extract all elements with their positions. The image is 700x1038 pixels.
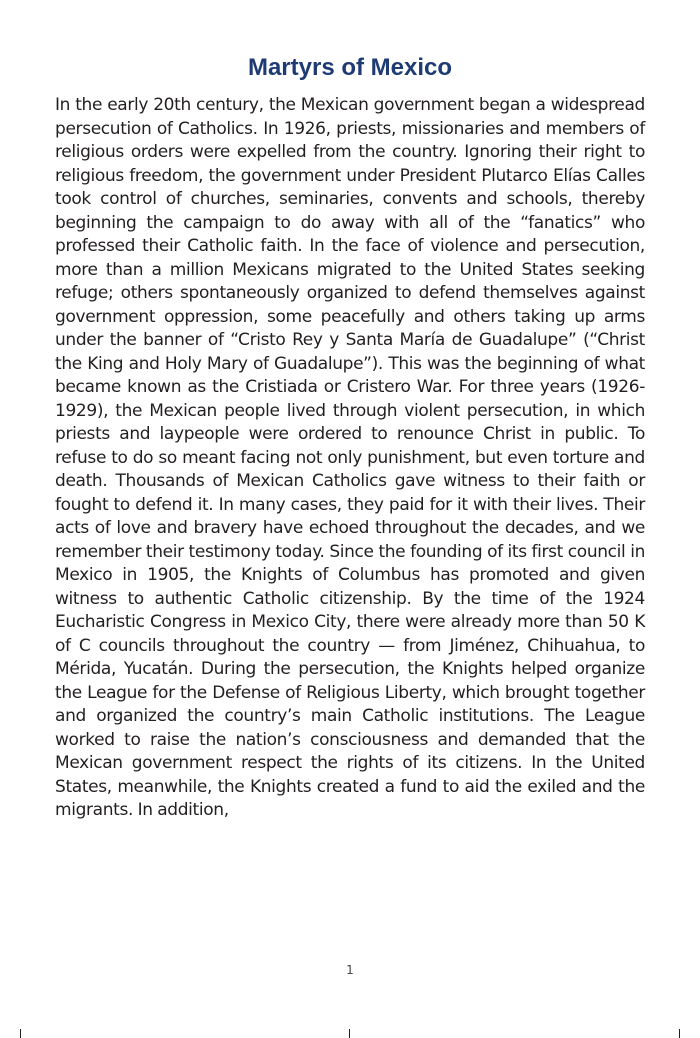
- crop-mark-right: [679, 1029, 680, 1038]
- page-number: 1: [346, 963, 354, 977]
- body-paragraph: In the early 20th century, the Mexican government began a widespread persecution of Catholics. In 1926, priests, missionaries and members of religious orders were expelled from the country. Ignoring their right to religious freedom, the government under President Plutarco Elías Calles took control of churches, seminaries, convents and schools, thereby beginning the campaign to do away with all of the “fanatics” who professed their Catholic faith. In the face of violence and persecution, more than a million Mexicans migrated to the United States seeking refuge; others spontaneously organized to defend themselves against government oppression, some peacefully and others taking up arms under the banner of “Cristo Rey y Santa María de Guadalupe” (“Christ the King and Holy Mary of Guadalupe”). This was the beginning of what became known as the Cristiada or Cristero War. For three years (1926-1929), the Mexican people lived through violent persecution, in which priests and laypeople were ordered to renounce Christ in public. To refuse to do so meant facing not only punishment, but even torture and death. Thousands of Mexican Catholics gave witness to their faith or fought to defend it. In many cases, they paid for it with their lives. Their acts of love and bravery have echoed throughout the decades, and we remember their testimony today. Since the founding of its first council in Mexico in 1905, the Knights of Columbus has promoted and given witness to authentic Catholic citizenship. By the time of the 1924 Eucharistic Congress in Mexico City, there were already more than 50 K of C councils throughout the country — from Jiménez, Chihuahua, to Mérida, Yucatán. During the persecution, the Knights helped organize the League for the Defense of Religious Liberty, which brought together and organized the country’s main Catholic institutions. The League worked to raise the nation’s consciousness and demanded that the Mexican government respect the rights of its citizens. In the United States, meanwhile, the Knights created a fund to aid the exiled and the migrants. In addition,: [55, 95, 645, 820]
- crop-mark-center: [349, 1029, 350, 1038]
- crop-mark-left: [20, 1029, 21, 1038]
- page-title: Martyrs of Mexico: [247, 54, 453, 81]
